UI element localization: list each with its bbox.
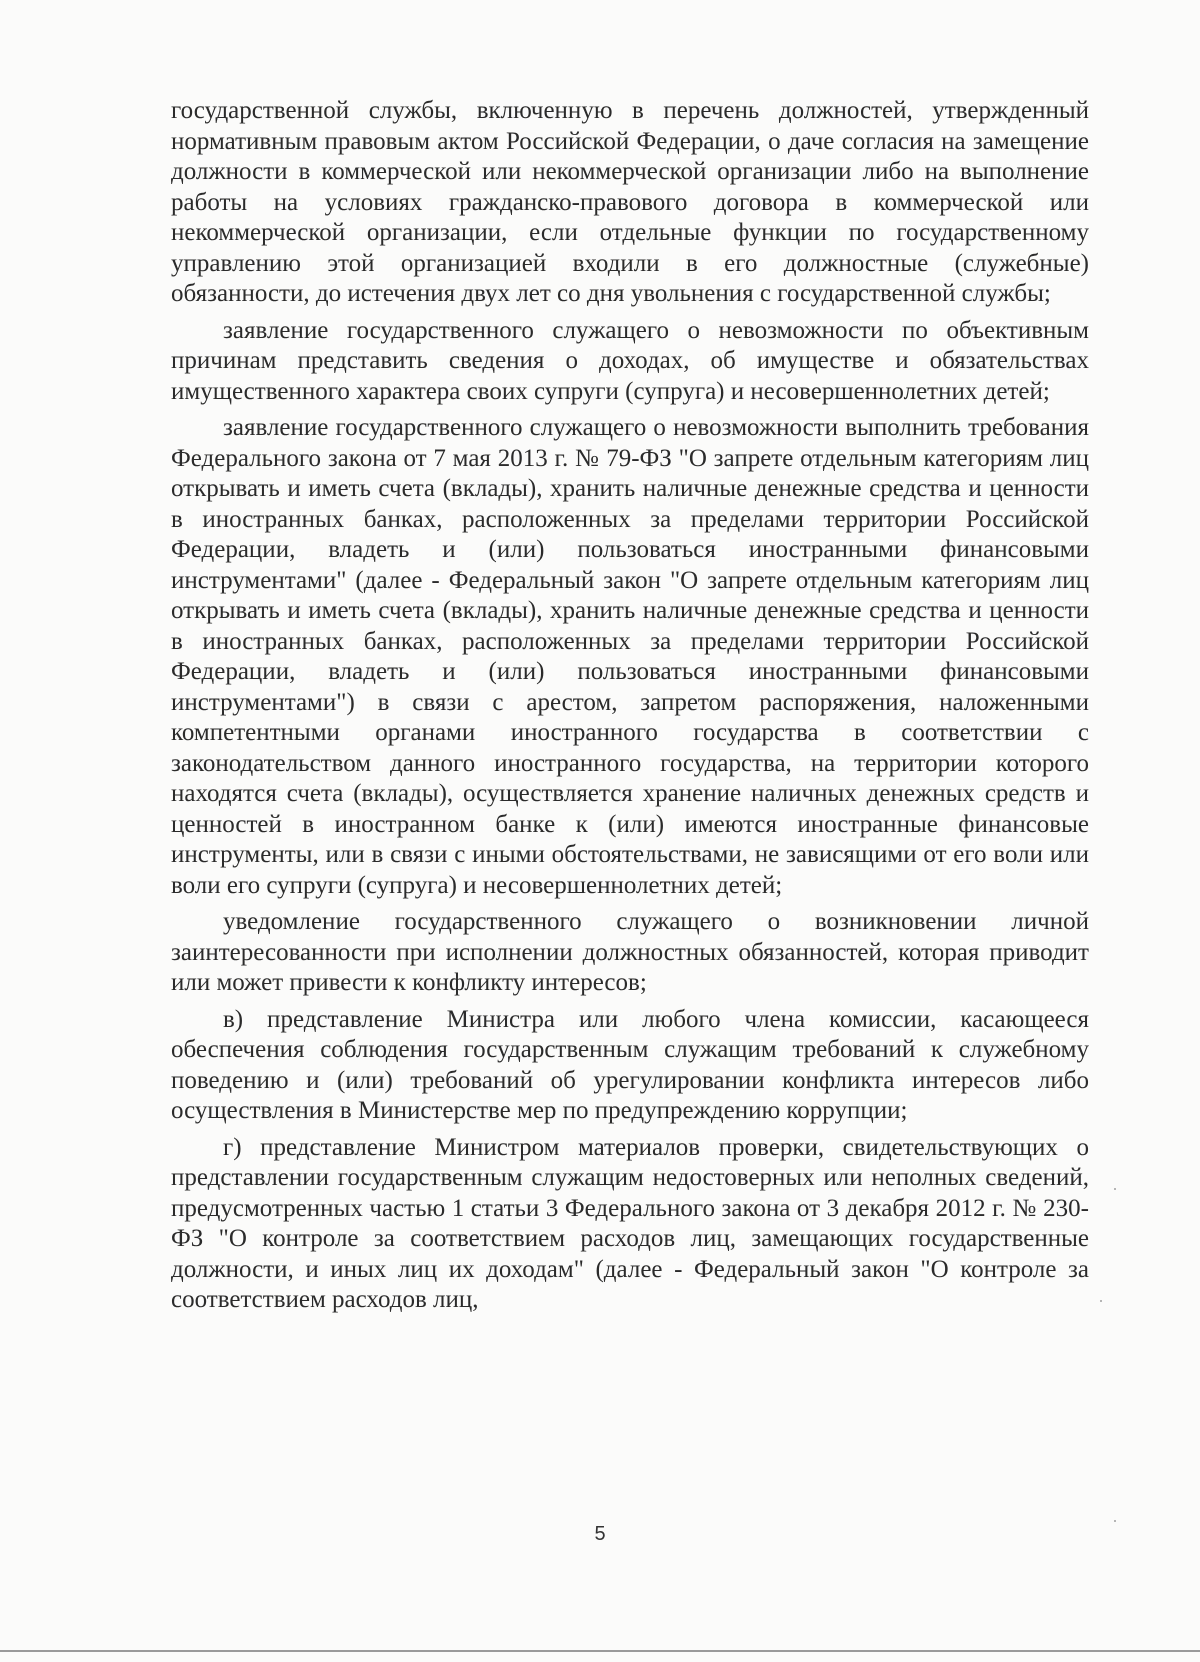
paragraph-statement-foreign-accounts: заявление государственного служащего о невозможности выполнить требования Федерального закона от 7 мая 2013 г. № 79-ФЗ "О запрете отдельным категориям лиц открывать и иметь счета (вклады), хранить наличные денежные средства и ценности в иностранных банках, расположенных за пределами территории Российской Федерации, владеть и (или) пользоваться иностранными финансовыми инструментами" (далее - Федеральный закон "О запрете отдельным категориям лиц открывать и иметь счета (вклады), хранить наличные денежные средства и ценности в иностранных банках, расположенных за пределами территории Российской Федерации, владеть и (или) пользоваться иностранными финансовыми инструментами") в связи с арестом, запретом распоряжения, наложенными компетентными органами иностранного государства в соответствии с законодательством данного иностранного государства, на территории которого находятся счета (вклады), осуществляется хранение наличных денежных средств и ценностей в иностранном банке к (или) имеются иностранные финансовые инструменты, или в связи с иными обстоятельствами, не зависящими от его воли или воли его супруги (супруга) и несовершеннолетних детей; (171, 414, 1089, 899)
paragraph-item-g: г) представление Министром материалов проверки, свидетельствующих о представлении государственным служащим недостоверных или неполных сведений, предусмотренных частью 1 статьи 3 Федерального закона от 3 декабря 2012 г. № 230-ФЗ "О контроле за соответствием расходов лиц, замещающих государственные должности, и иных лиц их доходам" (далее - Федеральный закон "О контроле за соответствием расходов лиц, (171, 1133, 1089, 1313)
paragraph-continuation: государственной службы, включенную в перечень должностей, утвержденный нормативным правовым актом Российской Федерации, о даче согласия на замещение должности в коммерческой или некоммерческой организации либо на выполнение работы на условиях гражданско-правового договора в коммерческой или некоммерческой организации, если отдельные функции по государственному управлению этой организацией входили в его должностные (служебные) обязанности, до истечения двух лет со дня увольнения с государственной службы; (171, 97, 1089, 307)
scan-edge-line (0, 1650, 1200, 1652)
scan-artifact (1114, 1520, 1116, 1522)
page-number: 5 (594, 1523, 606, 1545)
paragraph-notice-conflict: уведомление государственного служащего о возникновении личной заинтересованности при исполнении должностных обязанностей, которая приводит или может привести к конфликту интересов; (171, 908, 1089, 996)
paragraph-item-v: в) представление Министра или любого члена комиссии, касающееся обеспечения соблюдения государственным служащим требований к служебному поведению и (или) требований об урегулировании конфликта интересов либо осуществления в Министерстве мер по предупреждению коррупции; (171, 1005, 1089, 1124)
paragraph-statement-income: заявление государственного служащего о невозможности по объективным причинам представить сведения о доходах, об имуществе и обязательствах имущественного характера своих супруги (супруга) и несовершеннолетних детей; (171, 316, 1089, 405)
body-text (171, 96, 1089, 1322)
scan-artifact (1100, 1300, 1102, 1302)
scan-artifact (1114, 1188, 1116, 1190)
